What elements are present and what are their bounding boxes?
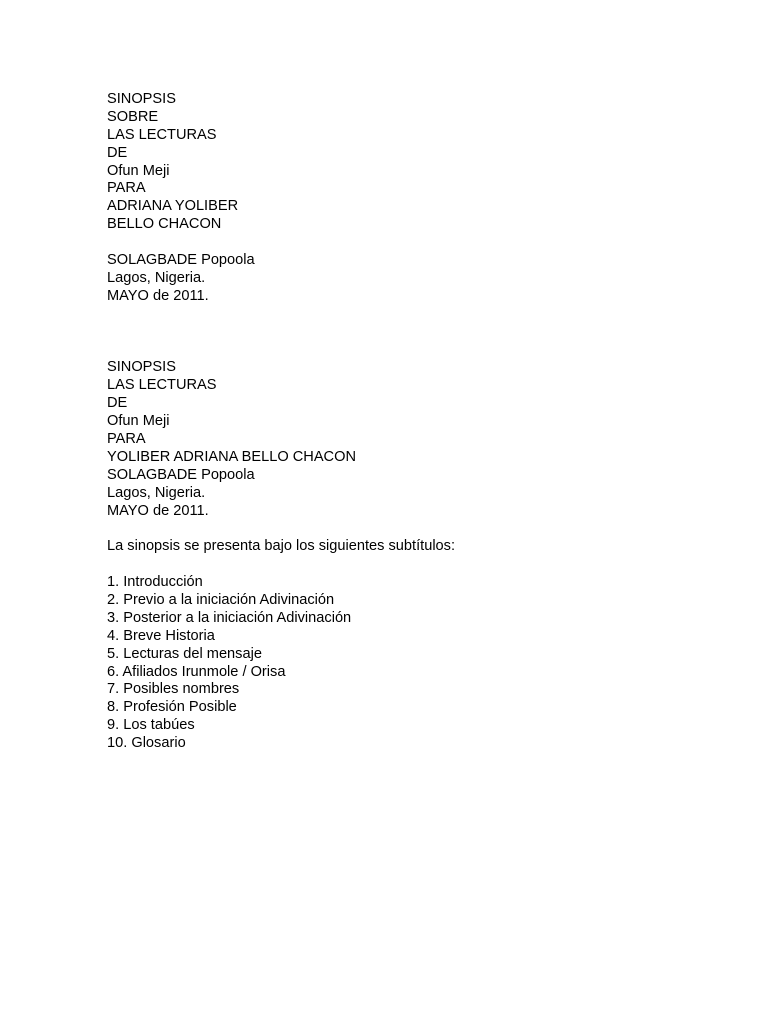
cover-line: DE (107, 144, 128, 161)
toc-item: 4. Breve Historia (107, 627, 215, 644)
title-line: PARA (107, 430, 146, 447)
cover-author: SOLAGBADE Popoola (107, 252, 255, 269)
title-line: LAS LECTURAS (107, 377, 217, 394)
toc-item: 5. Lecturas del mensaje (107, 645, 262, 662)
cover-date: MAYO de 2011. (107, 287, 209, 304)
toc-item: 6. Afiliados Irunmole / Orisa (107, 663, 286, 680)
cover-line: ADRIANA YOLIBER (107, 198, 239, 215)
second-title-block (107, 359, 707, 520)
toc-item: 2. Previo a la iniciación Adivinación (107, 591, 335, 608)
title-line: MAYO de 2011. (107, 502, 209, 519)
blank-lines (107, 306, 707, 360)
toc-item: 7. Posibles nombres (107, 681, 240, 698)
blank-line (107, 520, 707, 538)
toc-item: 8. Profesión Posible (107, 699, 237, 716)
title-line: DE (107, 395, 128, 412)
title-line: Ofun Meji (107, 413, 170, 430)
title-line: YOLIBER ADRIANA BELLO CHACON (107, 448, 356, 465)
title-line: SINOPSIS (107, 359, 176, 376)
cover-author-block (107, 252, 707, 306)
cover-line: LAS LECTURAS (107, 126, 217, 143)
cover-line: SOBRE (107, 108, 159, 125)
cover-line: PARA (107, 180, 146, 197)
cover-title-block (107, 91, 707, 234)
toc-item: 1. Introducción (107, 574, 203, 591)
title-line: Lagos, Nigeria. (107, 484, 206, 501)
document-page (107, 91, 707, 753)
title-line: SOLAGBADE Popoola (107, 466, 255, 483)
toc-list (107, 574, 707, 753)
toc-item: 3. Posterior a la iniciación Adivinación (107, 609, 352, 626)
intro-sentence: La sinopsis se presenta bajo los siguientes subtítulos: (107, 538, 456, 555)
cover-line: SINOPSIS (107, 91, 176, 107)
toc-item: 9. Los tabúes (107, 717, 195, 734)
toc-item: 10. Glosario (107, 735, 186, 752)
cover-line: BELLO CHACON (107, 216, 222, 233)
blank-line (107, 556, 707, 574)
blank-line (107, 234, 707, 252)
cover-place: Lagos, Nigeria. (107, 269, 206, 286)
cover-line: Ofun Meji (107, 162, 170, 179)
